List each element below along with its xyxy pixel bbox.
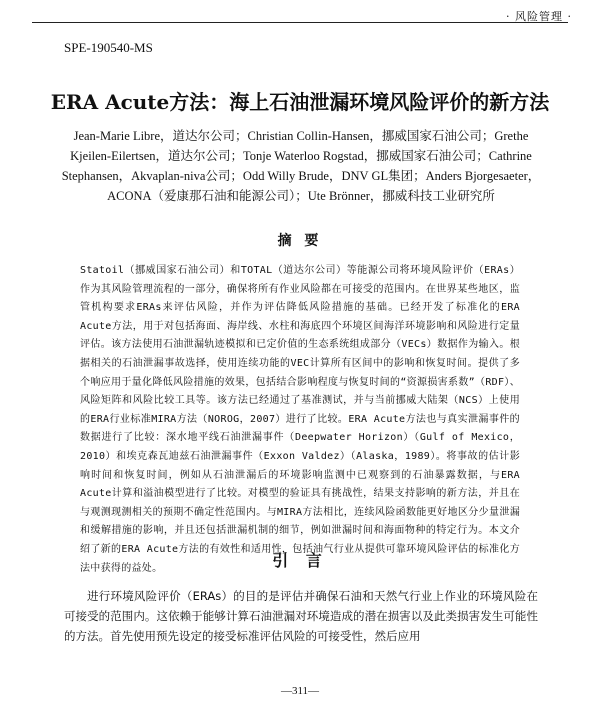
abstract-heading: 摘 要 [277,233,323,249]
header-rule [32,22,568,23]
paper-id: SPE-190540-MS [64,40,153,55]
author-list: Jean-Marie Libre，道达尔公司；Christian Collin-Hansen，挪威国家石油公司；Grethe Kjeilen-Eilertsen，道达尔公司；Tonje Waterloo Rogstad，挪威国家石油公司；Cathrine Stephansen，Akvaplan-niva公司；Odd Willy Brude，DNV GL集团；Anders Bjorgesaeter，ACONA（爱康那石油和能源公司）；Ute Brönner，挪威科技工业研究所 [61,129,541,203]
paper-title: ERA Acute方法：海上石油泄漏环境风险评价的新方法 [50,90,550,114]
intro-heading: 引 言 [272,551,328,570]
abstract-text: Statoil（挪威国家石油公司）和TOTAL（道达尔公司）等能源公司将环境风险评价（ERAs）作为其风险管理流程的一部分，确保将所有作业风险都在可接受的范围内。在世界某些地区，监管机构要求ERAs来评估风险，并作为评估降低风险措施的基础。已经开发了标准化的ERA Acute方法，用于对包括海面、海岸线、水柱和海底四个环境区间海洋环境影响和风险进行定量评估。该方法使用石油泄漏轨迹模拟和已定价值的生态系统组成部分（VECs）数据作为输入。根据相关的石油泄漏事故选择，使用连续功能的VEC计算所有区间中的影响和恢复时间。提供了多个响应用于量化降低风险措施的效果，包括结合影响程度与恢复时间的“资源损害系数”（RDF）、风险矩阵和风险比较工具等。该方法已经通过了基准测试，并与当前挪威大陆架（NCS）上使用的ERA行业标准MIRA方法（NOROG，2007）进行了比较。ERA Acute方法也与真实泄漏事件的数据进行了比较：深水地平线石油泄漏事件（Deepwater Horizon）（Gulf of Mexico，2010）和埃克森瓦迪兹石油泄漏事件（Exxon Valdez）（Alaska，1989）。将事故的估计影响时间和恢复时间，例如从石油泄漏后的环境影响监测中已观察到的石油暴露数据，与ERA Acute计算和溢油模型进行了比较。对模型的验证具有挑战性，结果支持影响的新方法，并且在与观测现测相关的预期不确定性范围内。与MIRA方法相比，连续风险函数能更好地区分少量泄漏和缓解措施的影响，并且还包括泄漏机制的细节，例如泄漏时间和海面物种的特定行为。本文介绍了新的ERA Acute方法的有效性和适用性，包括油气行业从提供可靠环境风险评估的标准化方法中获得的益处。 [80,265,520,574]
page-number: —311— [280,685,320,697]
intro-text: 进行环境风险评价（ERAs）的目的是评估并确保石油和天然气行业上作业的环境风险在可接受的范围内。这依赖于能够计算石油泄漏对环境造成的潜在损害以及此类损害发生可能性的方法。首先使用预先设定的接受标准评估风险的可接受性，然后应用 [64,589,538,643]
section-header: · 风险管理 · [506,10,572,23]
